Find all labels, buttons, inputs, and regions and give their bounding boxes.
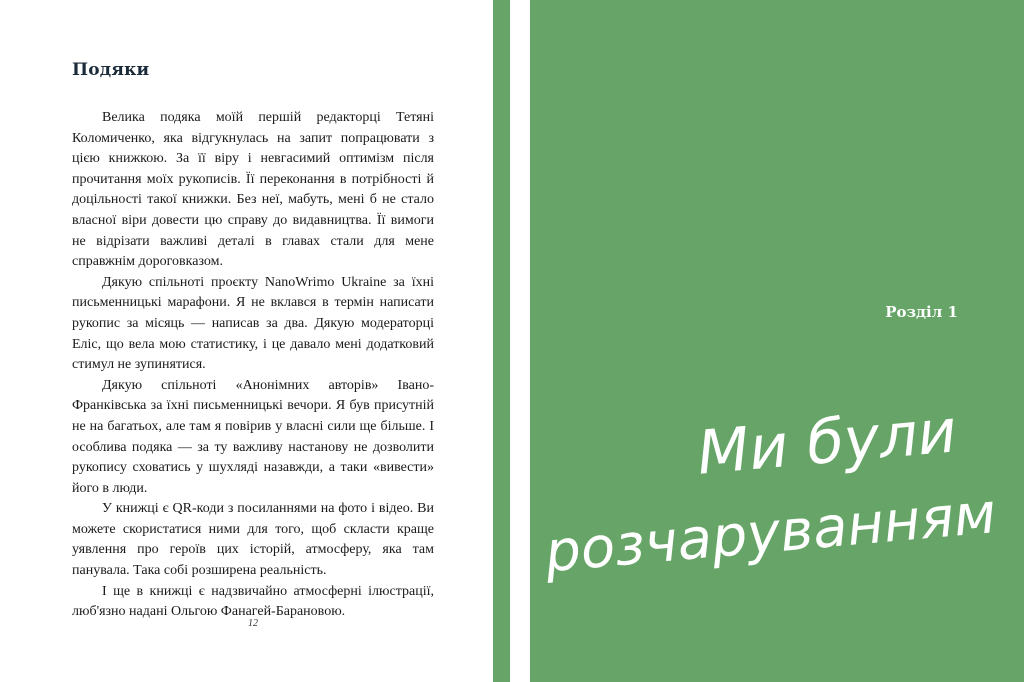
body-text xyxy=(72,108,434,623)
chapter-title xyxy=(534,388,999,596)
chapter-title-line-2: розчаруванням xyxy=(542,481,999,586)
paragraph: І ще в книжці є надзвичайно атмосферні ілюстрації, люб'язно надані Ольгою Фанагей-Барановою. xyxy=(72,583,434,620)
paragraph: Велика подяка моїй першій редакторці Тетяні Коломиченко, яка відгукнулась на запит попрацювати з цією книжкою. За її віру і невгасимий оптимізм після прочитання моїх рукописів. Її переконання в потрібності й доцільності такої книжки. Без неї, мабуть, мені б не стало власної віри довести цю справу до видавництва. Її вимоги не відрізати важливі деталі в главах стали для мене справжнім дороговказом. xyxy=(72,110,434,270)
gutter-green-strip xyxy=(493,0,510,682)
page-heading: Подяки xyxy=(72,60,150,80)
page-number: 12 xyxy=(248,618,258,629)
chapter-label: Розділ 1 xyxy=(885,303,958,321)
right-page xyxy=(530,0,1024,682)
paragraph: Дякую спільноті проєкту NanoWrimo Ukraine за їхні письменницькі марафони. Я не вклався в термін написати рукопис за місяць — написав за два. Дякую модераторці Еліс, що вела мою статистику, і це давало мені додатковий стимул не зупинятися. xyxy=(72,274,434,373)
paragraph: У книжці є QR-коди з посиланнями на фото і відео. Ви можете скористатися ними для того, щоб скласти краще уявлення про героїв цих історій, атмосферу, яка там панувала. Така собі розширена реальність. xyxy=(72,501,434,579)
paragraph: Дякую спільноті «Анонімних авторів» Івано-Франківська за їхні письменницькі вечори. Я був присутній не на багатьох, але там я повірив у власні сили ще більше. І особлива подяка — за ту важливу настанову не дозволити рукопису сховатись у шухляді назавжди, а таки «вивести» його в люди. xyxy=(72,377,434,496)
left-page xyxy=(0,0,493,682)
gutter-white-strip xyxy=(510,0,530,682)
chapter-title-line-1: Ми були xyxy=(694,396,960,489)
